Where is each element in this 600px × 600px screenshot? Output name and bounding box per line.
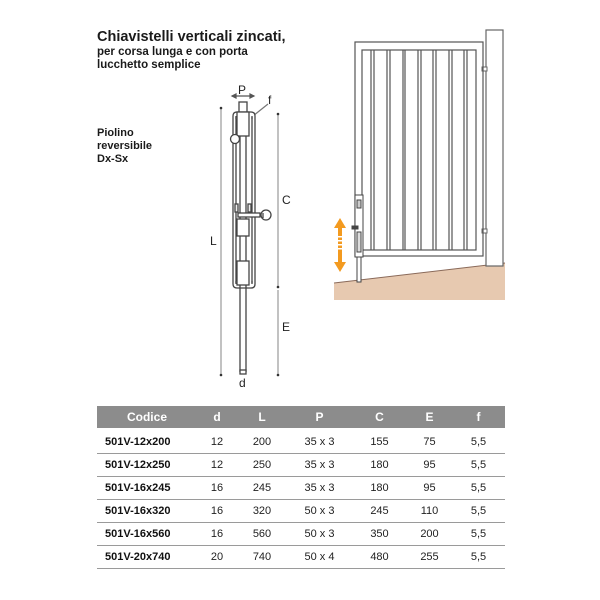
- table-cell-f: 5,5: [452, 477, 505, 500]
- table-cell-p: 50 x 3: [287, 500, 352, 523]
- title-line-3: lucchetto semplice: [97, 58, 201, 71]
- table-cell-d: 20: [197, 546, 237, 569]
- table-row: [97, 546, 505, 569]
- note-line-1: Piolino: [97, 127, 134, 139]
- table-cell-e: 95: [407, 454, 452, 477]
- label-e: E: [282, 320, 291, 334]
- table-cell-d: 16: [197, 477, 237, 500]
- header-p: P: [287, 406, 352, 428]
- table-cell-c: 155: [352, 431, 407, 454]
- table-row: [97, 500, 505, 523]
- header-f: f: [452, 406, 505, 428]
- table-cell-f: 5,5: [452, 431, 505, 454]
- header-d: d: [197, 406, 237, 428]
- table-cell-codice: 501V-12x200: [97, 431, 197, 454]
- up-down-arrow-icon: [334, 218, 346, 272]
- note-line-3: Dx-Sx: [97, 153, 129, 166]
- table-row: [97, 477, 505, 500]
- table-cell-c: 245: [352, 500, 407, 523]
- label-p: P: [238, 83, 247, 97]
- header-codice: Codice: [97, 406, 197, 428]
- table-cell-d: 12: [197, 431, 237, 454]
- table-row: [97, 454, 505, 477]
- table-cell-l: 740: [237, 546, 287, 569]
- table-cell-f: 5,5: [452, 500, 505, 523]
- table-cell-e: 255: [407, 546, 452, 569]
- label-d: d: [239, 376, 246, 390]
- title-line-2: per corsa lunga e con porta: [97, 45, 248, 58]
- table-cell-l: 250: [237, 454, 287, 477]
- label-f: f: [268, 93, 272, 107]
- mounted-bolt: [352, 195, 363, 282]
- table-cell-codice: 501V-16x320: [97, 500, 197, 523]
- table-cell-f: 5,5: [452, 546, 505, 569]
- label-c: C: [282, 193, 291, 207]
- table-cell-c: 350: [352, 523, 407, 546]
- table-cell-codice: 501V-20x740: [97, 546, 197, 569]
- table-cell-d: 12: [197, 454, 237, 477]
- title-line-1: Chiavistelli verticali zincati,: [97, 29, 286, 45]
- table-cell-l: 560: [237, 523, 287, 546]
- table-cell-codice: 501V-16x245: [97, 477, 197, 500]
- table-cell-e: 110: [407, 500, 452, 523]
- table-cell-l: 245: [237, 477, 287, 500]
- header-c: C: [352, 406, 407, 428]
- table-row: [97, 523, 505, 546]
- table-cell-f: 5,5: [452, 454, 505, 477]
- header-e: E: [407, 406, 452, 428]
- table-cell-codice: 501V-12x250: [97, 454, 197, 477]
- table-cell-l: 320: [237, 500, 287, 523]
- header-l: L: [237, 406, 287, 428]
- table-row: [97, 431, 505, 454]
- table-cell-p: 35 x 3: [287, 477, 352, 500]
- table-cell-c: 480: [352, 546, 407, 569]
- bolt-body: [231, 102, 272, 374]
- table-cell-c: 180: [352, 477, 407, 500]
- table-cell-c: 180: [352, 454, 407, 477]
- table-cell-e: 75: [407, 431, 452, 454]
- gate-illustration: [334, 30, 505, 300]
- table-cell-e: 95: [407, 477, 452, 500]
- table-cell-d: 16: [197, 500, 237, 523]
- table-header-row: [97, 406, 505, 428]
- table-cell-l: 200: [237, 431, 287, 454]
- table-cell-f: 5,5: [452, 523, 505, 546]
- gate-post: [486, 30, 503, 266]
- label-l: L: [210, 234, 217, 248]
- table-cell-e: 200: [407, 523, 452, 546]
- note-line-2: reversibile: [97, 140, 153, 153]
- table-cell-d: 16: [197, 523, 237, 546]
- table-cell-p: 50 x 3: [287, 523, 352, 546]
- table-cell-p: 35 x 3: [287, 431, 352, 454]
- gate-frame: [355, 42, 483, 256]
- spec-table: [97, 406, 505, 569]
- table-cell-codice: 501V-16x560: [97, 523, 197, 546]
- table-cell-p: 50 x 4: [287, 546, 352, 569]
- table-cell-p: 35 x 3: [287, 454, 352, 477]
